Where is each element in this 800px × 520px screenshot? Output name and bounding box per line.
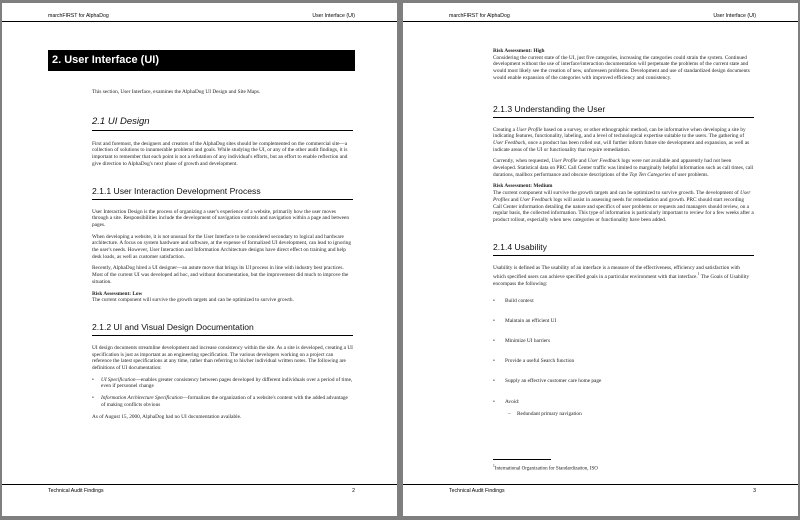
list-item (101, 395, 353, 408)
paragraph: When developing a website, it is not unusual for the User Interface to be considered secondary to logical and hardware architecture. A focus on system hardware and software, at the expense of formalized UI development, can lead to ignoring the user's needs. However, User Interaction and Information Architecture designs have direct effect on training and help desk loads, as well as customer satisfaction. (92, 233, 352, 260)
chapter-title: 2. User Interface (UI) (48, 50, 355, 71)
document-page-2 (2, 3, 397, 516)
document-page-3 (403, 3, 798, 516)
footnote-reference: 1 (697, 272, 700, 277)
risk-assessment-text: The current component will survive the growth targets and can be optimized to survive growth. The development of User Profiles and User Feedback logs will assist in assessing needs for remediation and growth. PRC should start recording Call Center information detailing the nature and specifics of user problems or requests and managers should review, on a regular basis, the collected information. This type of information is particularly important to review for a few weeks after a product rollout, especially when new categories or functionality have been added. (493, 190, 754, 223)
paragraph: Creating a User Profile based on a survey, or other ethnographic method, can be informative when developing a site by indicating features, functionality, labeling, and a level of technological expertise suitable to the users. The gathering of User Feedback, once a product has been rolled out, will further inform future site development and expansion, as well as indicate areas of the UI or functionality that require remediation. (493, 126, 750, 153)
list-item-text: —formalizes the organization of a website's content with the added advantage of making conflicts obvious (101, 395, 348, 408)
list-item: • Minimize UI barriers (505, 338, 754, 345)
subsection-heading-documentation: 2.1.2 UI and Visual Design Documentation (92, 322, 353, 336)
paragraph: Recently, AlphaDog hired a UI designer—an astute move that brings its UI process in line with industry best practices. Most of the current UI was developed ad hoc, and without documentation, but the improvement did much to improve the situation. (92, 265, 349, 285)
list-item (101, 377, 353, 390)
paragraph: Currently, when requested, User Profile and User Feedback logs were not available and apparently had not been developed. Statistical data on PRC Call Center traffic was limited to marginally helpful information such as call times, call durations, mailbox performance and obscure descriptions of the Top Ten Categories of user problems. (493, 158, 754, 178)
subsection-heading-usability: 2.1.4 Usability (493, 242, 754, 256)
risk-assessment-text: Considering the current state of the UI, just five categories, increasing the categories could strain the system. Continued development without the use of interface/interaction documentation will perpetuate the problems of the current state and would most likely see the creation of new, unforeseen problems. Development and use of standardized design documents would enable expansion of the categories with improved efficiency and consistency. (493, 54, 750, 81)
header-left-text: marchFIRST for AlphaDog (449, 13, 510, 19)
risk-assessment-label: Risk Assessment: Medium (493, 183, 553, 190)
definition-list (92, 377, 353, 409)
avoid-sublist (493, 411, 754, 418)
usability-goals-list (493, 298, 754, 406)
paragraph: User Interaction Design is the process of organizing a user's experience of a website, primarily how the user moves through a site. Responsibilities include the development of navigation controls and navigation within a page and between pages. (92, 208, 349, 228)
subsection-heading-understanding-user: 2.1.3 Understanding the User (493, 104, 754, 118)
page-header (403, 12, 798, 22)
header-left-text: marchFIRST for AlphaDog (48, 13, 109, 19)
footnote-divider (493, 459, 551, 460)
footer-left-text: Technical Audit Findings (449, 488, 505, 494)
intro-paragraph: This section, User Interface, examines the AlphaDog UI Design and Site Maps. (92, 89, 261, 95)
header-right-text: User Interface (UI) (312, 13, 355, 19)
list-item-text: —enables greater consistency between pages developed by different individuals over a period of time, even if personnel change (101, 376, 353, 390)
list-item: • Avoid: (505, 399, 754, 406)
page-footer (2, 484, 397, 496)
page-number: 3 (753, 488, 756, 494)
list-item: • Provide a useful Search function (505, 358, 754, 365)
list-item: • Build context (505, 298, 754, 305)
page-body (92, 89, 353, 425)
paragraph: First and foremost, the designers and creators of the AlphaDog sites should be complemented on the commercial site—a collection of solutions to innumerable problems and goals. While studying the UI, or any of the other audit findings, it is important to remember that each point is not a refutation of any individual's efforts, but an effort to enable reflection and give direction to AlphaDog's next phase of growth and development. (92, 140, 348, 167)
section-heading-ui-design: 2.1 UI Design (92, 116, 353, 131)
list-item-term: Information Architecture Specification (101, 395, 183, 402)
paragraph: Usability is defined as The usability of an interface is a measure of the effectiveness, efficiency and satisfaction with which specified users can achieve specified goals in a particular environment with that interface.$^1$ The Goals of Usability encompass the following: (493, 264, 750, 287)
header-right-text: User Interface (UI) (713, 13, 756, 19)
page-number: 2 (352, 488, 355, 494)
footnote: $^1$International Organization for Standardization, ISO (493, 464, 598, 472)
list-item: • Supply an effective customer care home page (505, 378, 754, 385)
page-header (2, 12, 397, 22)
footnote-area (493, 459, 754, 473)
list-item: – Redundant primary navigation (517, 411, 754, 418)
subsection-heading-interaction-process: 2.1.1 User Interaction Development Process (92, 186, 353, 200)
paragraph: UI design documents streamline development and increase consistency within the site. As a site is developed, creating a UI specification is just as important as an engineering specification. The various developers working on a project can reference the latest specifications at any time, rather than referring to his/her individual written notes. The following are definitions of UI documentation: (92, 344, 353, 372)
list-item: • Maintain an efficient UI (505, 318, 754, 325)
page-body (493, 48, 754, 418)
paragraph: As of August 15, 2000, AlphaDog had no UI documentation available. (92, 413, 242, 420)
risk-assessment-label: Risk Assessment: Low (92, 290, 143, 297)
page-footer (403, 484, 798, 496)
risk-assessment-label: Risk Assessment: High (493, 48, 545, 54)
risk-assessment-text: The current component will survive the growth targets and can be optimized to survive growth. (92, 297, 294, 304)
list-item-term: UI Specification (101, 376, 136, 383)
footer-left-text: Technical Audit Findings (48, 488, 104, 494)
